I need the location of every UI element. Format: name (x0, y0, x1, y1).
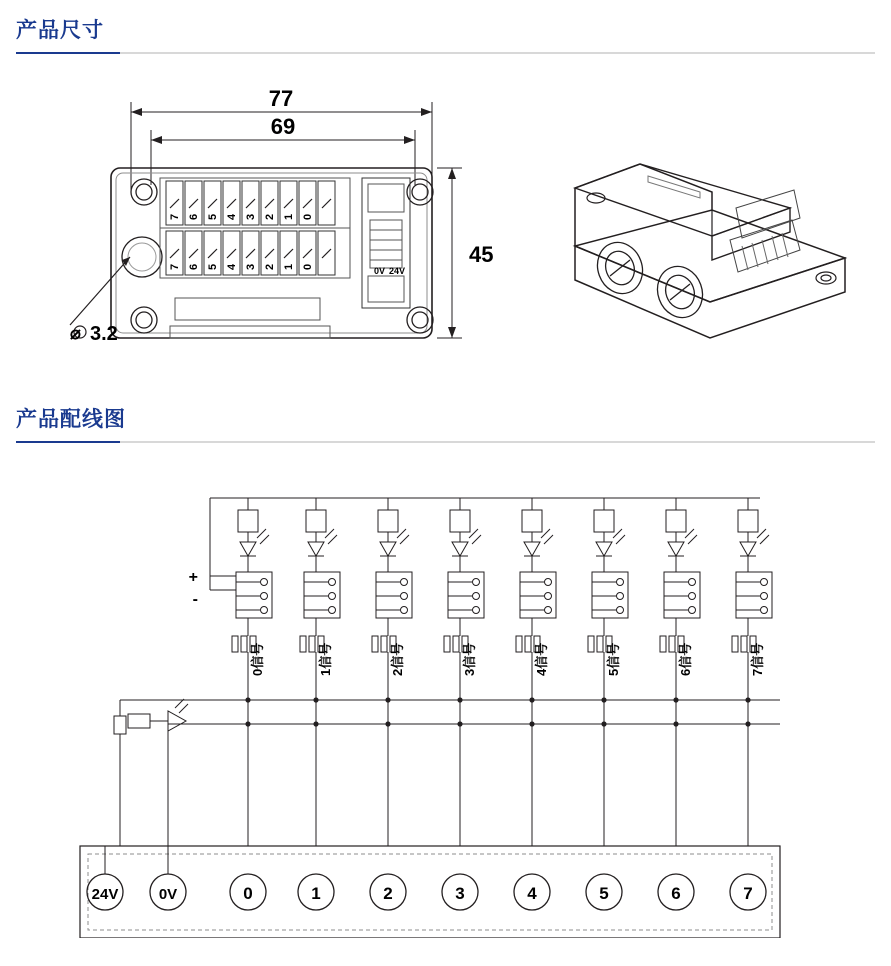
terminal-bottom-label: 7 (169, 263, 181, 270)
terminal-top-label: 5 (207, 213, 219, 220)
product-dimension-figure (0, 80, 891, 380)
dim-hole-diameter: 3.2 (90, 323, 118, 345)
terminal-circle-label: 1 (311, 884, 321, 903)
terminal-circle-label: 0 (243, 884, 253, 903)
terminal-circle-label: 0V (158, 886, 178, 903)
section-dimensions-title: 产品尺寸 (16, 19, 104, 42)
terminal-bottom-label: 5 (207, 263, 219, 270)
signal-label: 3信号 (462, 642, 477, 676)
hole-diameter-symbol: ⌀ (70, 323, 81, 343)
section-dimensions-divider (16, 52, 875, 54)
terminal-circle-label: 7 (743, 884, 753, 903)
terminal-bottom-label: 2 (264, 263, 276, 270)
polarity-plus-label: + (188, 569, 198, 586)
section-wiring (0, 403, 891, 443)
section-wiring-divider (16, 441, 875, 443)
terminal-bottom-label: 1 (283, 263, 295, 270)
section-dimensions (0, 14, 891, 54)
section-wiring-title: 产品配线图 (16, 408, 126, 431)
connector-label-24v: 24V (389, 266, 406, 276)
dim-width-outer: 77 (268, 86, 294, 111)
polarity-minus-label: - (192, 591, 198, 608)
signal-label: 6信号 (678, 642, 693, 676)
terminal-circle-label: 2 (383, 884, 393, 903)
connector-label-0v: 0V (374, 266, 386, 276)
terminal-top-label: 7 (169, 213, 181, 220)
terminal-circle-label: 5 (599, 884, 609, 903)
signal-label: 2信号 (390, 642, 405, 676)
terminal-top-label: 0 (302, 213, 314, 220)
terminal-bottom-label: 4 (226, 263, 238, 270)
terminal-circle-label: 24V (91, 886, 119, 903)
terminal-circle-label: 3 (455, 884, 465, 903)
terminal-top-label: 3 (245, 213, 257, 220)
signal-label: 5信号 (606, 642, 621, 676)
terminal-top-label: 2 (264, 213, 276, 220)
terminal-bottom-label: 6 (188, 263, 200, 270)
terminal-top-label: 6 (188, 213, 200, 220)
product-wiring-figure (0, 468, 891, 938)
terminal-bottom-label: 0 (302, 263, 314, 270)
terminal-circle-label: 6 (671, 884, 681, 903)
dim-width-inner: 69 (270, 114, 296, 139)
signal-label: 7信号 (750, 642, 765, 676)
dim-height: 45 (469, 242, 494, 267)
terminal-circle-label: 4 (527, 884, 537, 903)
terminal-top-label: 1 (283, 213, 295, 220)
signal-label: 0信号 (250, 642, 265, 676)
signal-label: 1信号 (318, 642, 333, 676)
terminal-top-label: 4 (226, 213, 238, 220)
terminal-bottom-label: 3 (245, 263, 257, 270)
signal-label: 4信号 (534, 642, 549, 676)
